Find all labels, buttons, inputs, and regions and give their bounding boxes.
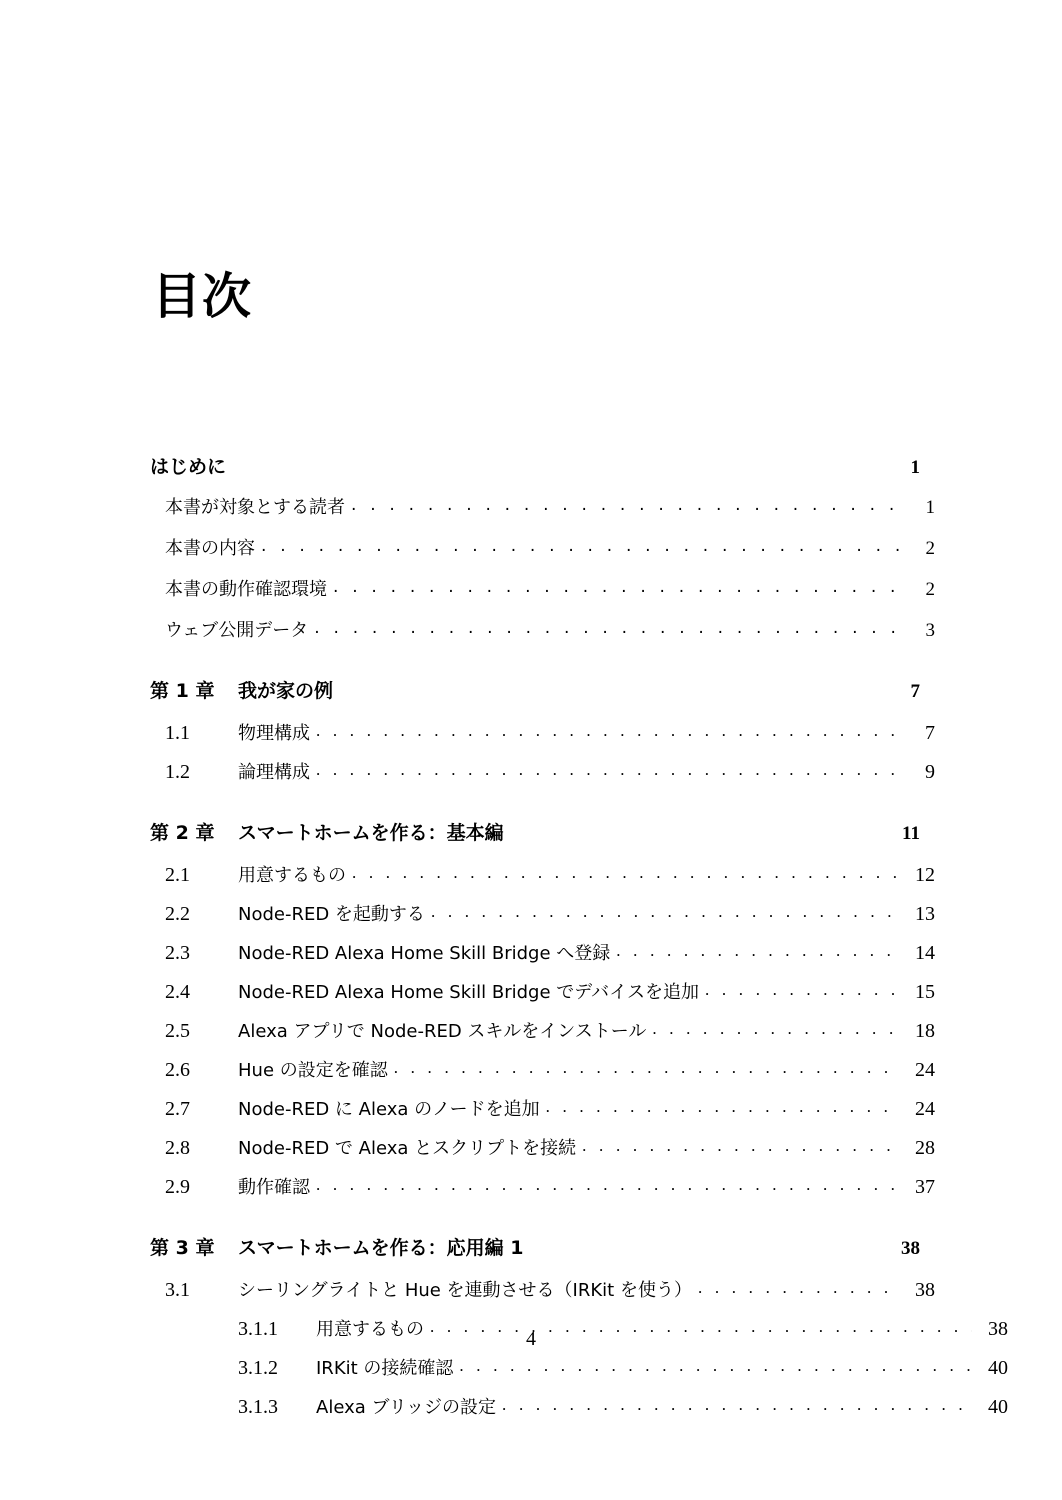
toc-entry-label: 本書が対象とする読者 [165, 497, 345, 518]
leader-dots [698, 1278, 899, 1298]
page-title: 目次 [152, 268, 253, 325]
toc-entry-section[interactable] [150, 1095, 935, 1121]
toc-entry-page: 1 [925, 497, 935, 518]
toc-entry-label: Node-RED Alexa Home Skill Bridge でデバイスを追加 [238, 982, 699, 1003]
toc-entry-page: 9 [925, 761, 935, 783]
leader-dots [705, 980, 899, 1000]
toc-entry-label: 用意するもの [238, 865, 346, 886]
leader-dots [261, 536, 899, 556]
toc-entry-label: 本書の動作確認環境 [165, 579, 327, 600]
toc-entry-number: 3.1.1 [238, 1318, 278, 1340]
toc-entry-page: 13 [915, 903, 935, 925]
leader-dots [546, 1097, 899, 1117]
toc-entry-page: 38 [915, 1279, 935, 1301]
toc-entry-section[interactable] [150, 1173, 935, 1199]
toc-entry-frontmatter-heading[interactable] [150, 452, 920, 479]
toc-entry-label: Node-RED を起動する [238, 904, 425, 925]
toc-entry-subsection[interactable] [150, 1354, 1008, 1380]
toc-entry-page: 40 [988, 1357, 1008, 1379]
toc-entry-chapter[interactable] [150, 676, 920, 703]
toc-entry-number: 2.5 [165, 1020, 190, 1042]
toc-entry-frontmatter-item[interactable] [150, 493, 935, 519]
toc-entry-page: 12 [915, 864, 935, 886]
toc-entry-number: 2.9 [165, 1176, 190, 1198]
toc-entry-section[interactable] [150, 900, 935, 926]
toc-list [150, 452, 1008, 1432]
toc-entry-section[interactable] [150, 1134, 935, 1160]
toc-entry-label: 動作確認 [238, 1177, 310, 1198]
toc-entry-section[interactable] [150, 1017, 935, 1043]
leader-dots [316, 1175, 899, 1195]
toc-entry-page: 40 [988, 1396, 1008, 1418]
toc-entry-page: 7 [910, 681, 920, 702]
toc-entry-label: シーリングライトと Hue を連動させる（IRKit を使う） [238, 1280, 692, 1301]
leader-dots [652, 1019, 899, 1039]
toc-entry-page: 2 [925, 538, 935, 559]
toc-entry-number: 1.2 [165, 761, 190, 783]
toc-entry-section[interactable] [150, 1056, 935, 1082]
toc-entry-section[interactable] [150, 861, 935, 887]
toc-entry-label: Alexa ブリッジの設定 [316, 1397, 497, 1418]
toc-entry-number: 2.6 [165, 1059, 190, 1081]
toc-entry-label: Node-RED に Alexa のノードを追加 [238, 1099, 540, 1120]
leader-dots [351, 495, 899, 515]
toc-entry-number: 第 1 章 [150, 680, 215, 702]
toc-entry-number: 2.2 [165, 903, 190, 925]
toc-entry-section[interactable] [150, 1276, 935, 1302]
toc-entry-page: 38 [901, 1238, 920, 1259]
toc-entry-number: 第 2 章 [150, 822, 215, 844]
toc-entry-section[interactable] [150, 758, 935, 784]
toc-entry-number: 2.1 [165, 864, 190, 886]
leader-dots [502, 1395, 972, 1415]
toc-entry-page: 24 [915, 1098, 935, 1120]
toc-entry-label: はじめに [150, 456, 227, 478]
leader-dots [616, 941, 899, 961]
toc-entry-label: Node-RED Alexa Home Skill Bridge へ登録 [238, 943, 611, 964]
toc-entry-label: 論理構成 [238, 762, 310, 783]
toc-entry-label: 我が家の例 [238, 680, 334, 702]
toc-entry-subsection[interactable] [150, 1393, 1008, 1419]
page-folio: 4 [526, 1328, 536, 1350]
toc-entry-number: 2.3 [165, 942, 190, 964]
leader-dots [316, 721, 899, 741]
toc-entry-page: 3 [925, 620, 935, 641]
toc-entry-section[interactable] [150, 939, 935, 965]
toc-entry-page: 14 [915, 942, 935, 964]
toc-entry-number: 第 3 章 [150, 1237, 215, 1259]
toc-entry-page: 28 [915, 1137, 935, 1159]
toc-entry-page: 24 [915, 1059, 935, 1081]
toc-entry-number: 2.4 [165, 981, 190, 1003]
leader-dots [352, 863, 899, 883]
leader-dots [394, 1058, 899, 1078]
toc-entry-page: 18 [915, 1020, 935, 1042]
toc-entry-label: 本書の内容 [165, 538, 255, 559]
toc-entry-label: Node-RED で Alexa とスクリプトを接続 [238, 1138, 577, 1159]
toc-entry-label: Hue の設定を確認 [238, 1060, 388, 1081]
toc-entry-section[interactable] [150, 978, 935, 1004]
toc-entry-number: 3.1.3 [238, 1396, 278, 1418]
toc-entry-label: IRKit の接続確認 [316, 1358, 454, 1379]
leader-dots [459, 1356, 972, 1376]
leader-dots [333, 577, 899, 597]
toc-entry-page: 15 [915, 981, 935, 1003]
toc-entry-label: Alexa アプリで Node-RED スキルをインストール [238, 1021, 647, 1042]
toc-entry-label: 用意するもの [316, 1319, 424, 1340]
toc-entry-page: 1 [910, 457, 920, 478]
toc-entry-label: ウェブ公開データ [165, 620, 309, 641]
leader-dots [431, 902, 899, 922]
toc-entry-label: スマートホームを作る：応用編 1 [238, 1237, 524, 1259]
toc-entry-page: 7 [925, 722, 935, 744]
leader-dots [314, 618, 899, 638]
toc-entry-frontmatter-item[interactable] [150, 616, 935, 642]
toc-entry-page: 2 [925, 579, 935, 600]
toc-entry-chapter[interactable] [150, 1233, 920, 1260]
toc-entry-page: 37 [915, 1176, 935, 1198]
toc-entry-page: 38 [988, 1318, 1008, 1340]
toc-entry-number: 1.1 [165, 722, 190, 744]
toc-entry-label: スマートホームを作る：基本編 [238, 822, 504, 844]
toc-entry-page: 11 [902, 823, 920, 844]
toc-entry-frontmatter-item[interactable] [150, 575, 935, 601]
toc-entry-label: 物理構成 [238, 723, 310, 744]
leader-dots [316, 760, 899, 780]
leader-dots [582, 1136, 899, 1156]
toc-entry-frontmatter-item[interactable] [150, 534, 935, 560]
toc-entry-number: 2.8 [165, 1137, 190, 1159]
toc-entry-section[interactable] [150, 719, 935, 745]
toc-entry-number: 3.1 [165, 1279, 190, 1301]
toc-entry-number: 2.7 [165, 1098, 190, 1120]
toc-entry-number: 3.1.2 [238, 1357, 278, 1379]
toc-entry-chapter[interactable] [150, 818, 920, 845]
